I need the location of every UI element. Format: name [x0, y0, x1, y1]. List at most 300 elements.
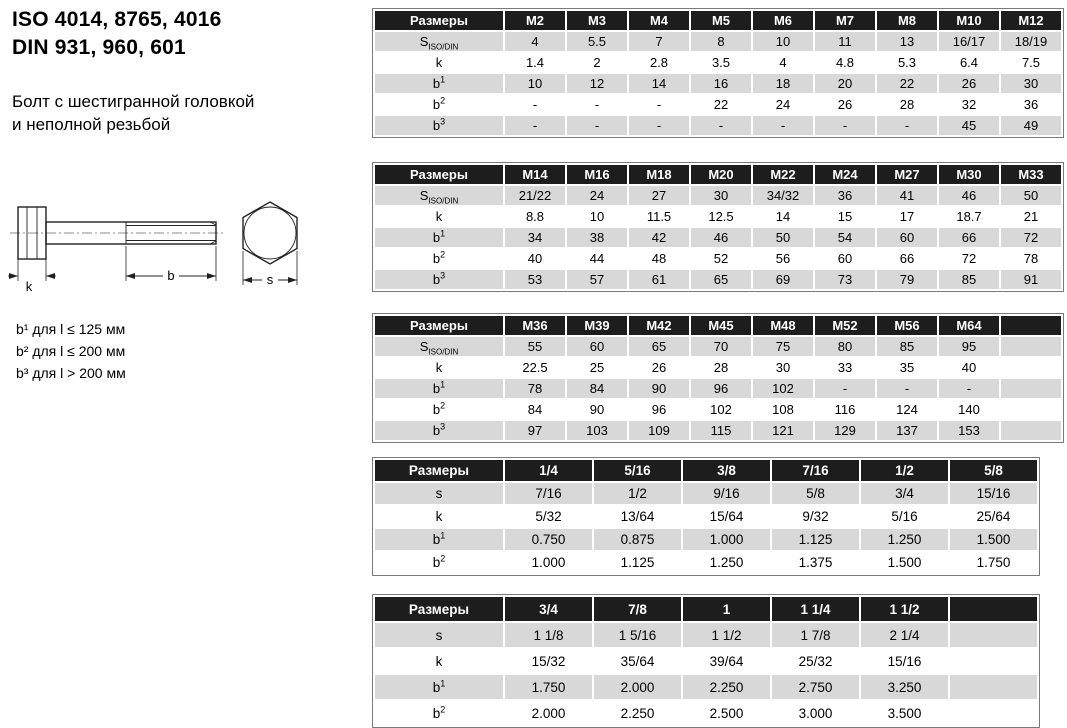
- value-cell: [1000, 336, 1062, 357]
- value-cell: 2.8: [628, 52, 690, 73]
- table-row: [374, 206, 1062, 227]
- value-cell: 7: [628, 31, 690, 52]
- row-label: k: [374, 648, 504, 674]
- row-label: s: [374, 482, 504, 505]
- value-cell: 15/16: [949, 482, 1038, 505]
- value-cell: 84: [566, 378, 628, 399]
- table-row: [374, 73, 1062, 94]
- column-header-size: 1 1/2: [860, 596, 949, 622]
- value-cell: 18.7: [938, 206, 1000, 227]
- table-row: [374, 482, 1038, 505]
- value-cell: 137: [876, 420, 938, 441]
- row-label: $S_{ISO/DIN}$: [374, 31, 504, 52]
- row-label: $b^1$: [374, 528, 504, 551]
- value-cell: 18: [752, 73, 814, 94]
- row-label: $S_{ISO/DIN}$: [374, 336, 504, 357]
- value-cell: 102: [690, 399, 752, 420]
- dim-label-b: b: [167, 268, 175, 283]
- column-header-size: [949, 596, 1038, 622]
- value-cell: 13: [876, 31, 938, 52]
- value-cell: 48: [628, 248, 690, 269]
- column-header-size: M24: [814, 164, 876, 185]
- dimension-table: [373, 458, 1039, 575]
- value-cell: -: [566, 115, 628, 136]
- value-cell: 55: [504, 336, 566, 357]
- value-cell: 65: [628, 336, 690, 357]
- value-cell: 7.5: [1000, 52, 1062, 73]
- value-cell: 44: [566, 248, 628, 269]
- value-cell: 75: [752, 336, 814, 357]
- value-cell: 4: [752, 52, 814, 73]
- table-row: [374, 115, 1062, 136]
- value-cell: 16: [690, 73, 752, 94]
- column-header-size: M10: [938, 10, 1000, 31]
- value-cell: 5.5: [566, 31, 628, 52]
- value-cell: 22: [690, 94, 752, 115]
- value-cell: 2.250: [682, 674, 771, 700]
- inscribed-circle: [244, 207, 296, 259]
- value-cell: [949, 648, 1038, 674]
- column-header-size: M30: [938, 164, 1000, 185]
- column-header-size: M48: [752, 315, 814, 336]
- value-cell: 1.250: [682, 551, 771, 574]
- column-header-size: M16: [566, 164, 628, 185]
- value-cell: 30: [690, 185, 752, 206]
- value-cell: 0.875: [593, 528, 682, 551]
- value-cell: 3.000: [771, 700, 860, 726]
- dim-label-s: s: [266, 272, 274, 287]
- bolt-side-view: [8, 207, 226, 281]
- value-cell: 8.8: [504, 206, 566, 227]
- dimension-table: [373, 595, 1039, 727]
- footnote-b1: b¹ для l ≤ 125 мм: [16, 321, 126, 337]
- value-cell: 2.000: [504, 700, 593, 726]
- column-header-size: 3/8: [682, 459, 771, 482]
- row-label: k: [374, 505, 504, 528]
- row-label: $b^1$: [374, 378, 504, 399]
- column-header-size: M64: [938, 315, 1000, 336]
- value-cell: 1.500: [949, 528, 1038, 551]
- value-cell: 27: [628, 185, 690, 206]
- value-cell: 17: [876, 206, 938, 227]
- value-cell: 140: [938, 399, 1000, 420]
- value-cell: 78: [1000, 248, 1062, 269]
- value-cell: 16/17: [938, 31, 1000, 52]
- value-cell: 9/32: [771, 505, 860, 528]
- row-label: s: [374, 622, 504, 648]
- dimension-table: [373, 314, 1063, 442]
- column-header-size: M14: [504, 164, 566, 185]
- value-cell: 1 5/16: [593, 622, 682, 648]
- value-cell: 2.750: [771, 674, 860, 700]
- column-header-size: [1000, 315, 1062, 336]
- column-header-size: 5/8: [949, 459, 1038, 482]
- column-header-size: M22: [752, 164, 814, 185]
- value-cell: 36: [1000, 94, 1062, 115]
- table-row: [374, 185, 1062, 206]
- value-cell: 42: [628, 227, 690, 248]
- table-metric-m36-m64: [372, 313, 1064, 443]
- value-cell: -: [628, 94, 690, 115]
- value-cell: 3/4: [860, 482, 949, 505]
- value-cell: -: [566, 94, 628, 115]
- footnote-b3: b³ для l > 200 мм: [16, 365, 126, 381]
- value-cell: 66: [876, 248, 938, 269]
- row-label: k: [374, 52, 504, 73]
- value-cell: 25/64: [949, 505, 1038, 528]
- value-cell: 3.500: [860, 700, 949, 726]
- column-header-size: M36: [504, 315, 566, 336]
- value-cell: 7/16: [504, 482, 593, 505]
- table-inch-small: [372, 457, 1040, 576]
- value-cell: 12: [566, 73, 628, 94]
- column-header-size: M33: [1000, 164, 1062, 185]
- row-label: $b^3$: [374, 115, 504, 136]
- value-cell: 85: [938, 269, 1000, 290]
- value-cell: 15/64: [682, 505, 771, 528]
- value-cell: -: [876, 115, 938, 136]
- row-label: k: [374, 357, 504, 378]
- value-cell: 14: [628, 73, 690, 94]
- value-cell: 6.4: [938, 52, 1000, 73]
- value-cell: 22: [876, 73, 938, 94]
- subtitle-line2: и неполной резьбой: [12, 115, 171, 135]
- value-cell: 3.250: [860, 674, 949, 700]
- value-cell: 15/32: [504, 648, 593, 674]
- row-label: $S_{ISO/DIN}$: [374, 185, 504, 206]
- footnote-b2: b² для l ≤ 200 мм: [16, 343, 126, 359]
- value-cell: [1000, 378, 1062, 399]
- value-cell: 1 1/2: [682, 622, 771, 648]
- row-label: $b^1$: [374, 227, 504, 248]
- value-cell: 22.5: [504, 357, 566, 378]
- value-cell: 14: [752, 206, 814, 227]
- table-row: [374, 378, 1062, 399]
- column-header-size: M45: [690, 315, 752, 336]
- value-cell: 28: [690, 357, 752, 378]
- column-header-size: M7: [814, 10, 876, 31]
- column-header-size: 5/16: [593, 459, 682, 482]
- row-label: $b^2$: [374, 248, 504, 269]
- value-cell: 41: [876, 185, 938, 206]
- value-cell: 50: [1000, 185, 1062, 206]
- column-header-size: M52: [814, 315, 876, 336]
- table-row: [374, 52, 1062, 73]
- row-label: $b^2$: [374, 700, 504, 726]
- value-cell: 65: [690, 269, 752, 290]
- value-cell: 1.750: [949, 551, 1038, 574]
- page-title: [12, 6, 222, 61]
- dimension-table: [373, 163, 1063, 291]
- row-label: k: [374, 206, 504, 227]
- value-cell: 54: [814, 227, 876, 248]
- value-cell: 33: [814, 357, 876, 378]
- value-cell: 1.000: [504, 551, 593, 574]
- value-cell: 2: [566, 52, 628, 73]
- value-cell: 49: [1000, 115, 1062, 136]
- value-cell: 10: [752, 31, 814, 52]
- column-header-sizes: Размеры: [374, 596, 504, 622]
- value-cell: -: [690, 115, 752, 136]
- value-cell: 30: [1000, 73, 1062, 94]
- value-cell: 5/8: [771, 482, 860, 505]
- value-cell: 30: [752, 357, 814, 378]
- value-cell: 1 1/8: [504, 622, 593, 648]
- value-cell: 96: [690, 378, 752, 399]
- column-header-sizes: Размеры: [374, 315, 504, 336]
- column-header-size: M20: [690, 164, 752, 185]
- value-cell: 60: [814, 248, 876, 269]
- value-cell: 8: [690, 31, 752, 52]
- value-cell: 1.125: [771, 528, 860, 551]
- value-cell: 4: [504, 31, 566, 52]
- value-cell: 0.750: [504, 528, 593, 551]
- column-header-size: 7/16: [771, 459, 860, 482]
- value-cell: 1.125: [593, 551, 682, 574]
- value-cell: 70: [690, 336, 752, 357]
- value-cell: [1000, 420, 1062, 441]
- table-row: [374, 31, 1062, 52]
- value-cell: 9/16: [682, 482, 771, 505]
- value-cell: -: [752, 115, 814, 136]
- value-cell: 2.250: [593, 700, 682, 726]
- value-cell: 5/32: [504, 505, 593, 528]
- value-cell: 5.3: [876, 52, 938, 73]
- value-cell: 21: [1000, 206, 1062, 227]
- row-label: $b^2$: [374, 94, 504, 115]
- value-cell: 69: [752, 269, 814, 290]
- value-cell: 10: [504, 73, 566, 94]
- table-row: [374, 528, 1038, 551]
- column-header-size: M56: [876, 315, 938, 336]
- value-cell: 46: [690, 227, 752, 248]
- value-cell: 40: [938, 357, 1000, 378]
- value-cell: [1000, 357, 1062, 378]
- value-cell: -: [876, 378, 938, 399]
- column-header-size: 1: [682, 596, 771, 622]
- dimension-tables: [372, 8, 1064, 728]
- value-cell: 124: [876, 399, 938, 420]
- value-cell: 18/19: [1000, 31, 1062, 52]
- hexagon-outline: [243, 202, 297, 264]
- value-cell: 57: [566, 269, 628, 290]
- table-row: [374, 399, 1062, 420]
- value-cell: [949, 622, 1038, 648]
- table-row: [374, 622, 1038, 648]
- value-cell: 72: [1000, 227, 1062, 248]
- value-cell: 53: [504, 269, 566, 290]
- table-row: [374, 357, 1062, 378]
- value-cell: 90: [628, 378, 690, 399]
- value-cell: -: [938, 378, 1000, 399]
- column-header-size: M27: [876, 164, 938, 185]
- value-cell: [1000, 399, 1062, 420]
- value-cell: 78: [504, 378, 566, 399]
- value-cell: 108: [752, 399, 814, 420]
- value-cell: 20: [814, 73, 876, 94]
- table-row: [374, 336, 1062, 357]
- value-cell: -: [814, 378, 876, 399]
- value-cell: 79: [876, 269, 938, 290]
- value-cell: [949, 674, 1038, 700]
- value-cell: -: [814, 115, 876, 136]
- table-row: [374, 94, 1062, 115]
- column-header-size: M39: [566, 315, 628, 336]
- value-cell: 52: [690, 248, 752, 269]
- column-header-sizes: Размеры: [374, 459, 504, 482]
- value-cell: 2 1/4: [860, 622, 949, 648]
- value-cell: 102: [752, 378, 814, 399]
- value-cell: 26: [628, 357, 690, 378]
- value-cell: 38: [566, 227, 628, 248]
- value-cell: 34/32: [752, 185, 814, 206]
- value-cell: 11: [814, 31, 876, 52]
- table-row: [374, 248, 1062, 269]
- value-cell: 25/32: [771, 648, 860, 674]
- value-cell: 1.250: [860, 528, 949, 551]
- value-cell: 153: [938, 420, 1000, 441]
- value-cell: 66: [938, 227, 1000, 248]
- column-header-size: M12: [1000, 10, 1062, 31]
- row-label: $b^2$: [374, 551, 504, 574]
- table-row: [374, 551, 1038, 574]
- table-metric-m2-m12: [372, 8, 1064, 138]
- column-header-size: M5: [690, 10, 752, 31]
- value-cell: 73: [814, 269, 876, 290]
- column-header-size: M8: [876, 10, 938, 31]
- value-cell: 115: [690, 420, 752, 441]
- table-row: [374, 700, 1038, 726]
- table-row: [374, 269, 1062, 290]
- footnotes: [16, 318, 126, 384]
- value-cell: 13/64: [593, 505, 682, 528]
- value-cell: 80: [814, 336, 876, 357]
- dim-label-k: k: [25, 279, 33, 294]
- value-cell: 10: [566, 206, 628, 227]
- table-row: [374, 648, 1038, 674]
- column-header-size: M18: [628, 164, 690, 185]
- value-cell: 50: [752, 227, 814, 248]
- value-cell: 46: [938, 185, 1000, 206]
- column-header-size: M6: [752, 10, 814, 31]
- value-cell: 84: [504, 399, 566, 420]
- value-cell: 97: [504, 420, 566, 441]
- column-header-size: 7/8: [593, 596, 682, 622]
- dimension-table: [373, 9, 1063, 137]
- value-cell: 34: [504, 227, 566, 248]
- title-iso-standards: ISO 4014, 8765, 4016: [12, 8, 222, 31]
- value-cell: 1 7/8: [771, 622, 860, 648]
- value-cell: 91: [1000, 269, 1062, 290]
- value-cell: 129: [814, 420, 876, 441]
- value-cell: 36: [814, 185, 876, 206]
- row-label: $b^1$: [374, 73, 504, 94]
- column-header-size: 1/4: [504, 459, 593, 482]
- table-inch-large: [372, 594, 1040, 728]
- value-cell: 40: [504, 248, 566, 269]
- value-cell: 90: [566, 399, 628, 420]
- column-header-size: M4: [628, 10, 690, 31]
- value-cell: 1/2: [593, 482, 682, 505]
- value-cell: 24: [752, 94, 814, 115]
- value-cell: 1.000: [682, 528, 771, 551]
- value-cell: 72: [938, 248, 1000, 269]
- column-header-size: 3/4: [504, 596, 593, 622]
- value-cell: 60: [876, 227, 938, 248]
- value-cell: 25: [566, 357, 628, 378]
- row-label: $b^3$: [374, 420, 504, 441]
- value-cell: 21/22: [504, 185, 566, 206]
- value-cell: 3.5: [690, 52, 752, 73]
- subtitle-line1: Болт с шестигранной головкой: [12, 92, 255, 111]
- value-cell: -: [504, 115, 566, 136]
- value-cell: 2.000: [593, 674, 682, 700]
- value-cell: 45: [938, 115, 1000, 136]
- value-cell: 12.5: [690, 206, 752, 227]
- row-label: $b^2$: [374, 399, 504, 420]
- value-cell: -: [504, 94, 566, 115]
- column-header-size: M42: [628, 315, 690, 336]
- value-cell: 109: [628, 420, 690, 441]
- value-cell: 1.750: [504, 674, 593, 700]
- value-cell: 1.4: [504, 52, 566, 73]
- column-header-size: 1/2: [860, 459, 949, 482]
- value-cell: 85: [876, 336, 938, 357]
- table-row: [374, 420, 1062, 441]
- row-label: $b^1$: [374, 674, 504, 700]
- column-header-size: M2: [504, 10, 566, 31]
- value-cell: 56: [752, 248, 814, 269]
- page-subtitle: [12, 90, 254, 137]
- value-cell: 116: [814, 399, 876, 420]
- value-cell: 103: [566, 420, 628, 441]
- row-label: $b^3$: [374, 269, 504, 290]
- value-cell: 26: [938, 73, 1000, 94]
- value-cell: 4.8: [814, 52, 876, 73]
- table-metric-m14-m33: [372, 162, 1064, 292]
- value-cell: 1.375: [771, 551, 860, 574]
- value-cell: 121: [752, 420, 814, 441]
- title-din-standards: DIN 931, 960, 601: [12, 35, 186, 59]
- value-cell: 95: [938, 336, 1000, 357]
- value-cell: 35: [876, 357, 938, 378]
- value-cell: 35/64: [593, 648, 682, 674]
- value-cell: 11.5: [628, 206, 690, 227]
- value-cell: -: [628, 115, 690, 136]
- value-cell: 26: [814, 94, 876, 115]
- column-header-sizes: Размеры: [374, 10, 504, 31]
- table-row: [374, 505, 1038, 528]
- value-cell: 15: [814, 206, 876, 227]
- column-header-size: M3: [566, 10, 628, 31]
- value-cell: 96: [628, 399, 690, 420]
- value-cell: 61: [628, 269, 690, 290]
- value-cell: 60: [566, 336, 628, 357]
- value-cell: [949, 700, 1038, 726]
- column-header-sizes: Размеры: [374, 164, 504, 185]
- value-cell: 5/16: [860, 505, 949, 528]
- column-header-size: 1 1/4: [771, 596, 860, 622]
- value-cell: 32: [938, 94, 1000, 115]
- value-cell: 39/64: [682, 648, 771, 674]
- value-cell: 24: [566, 185, 628, 206]
- value-cell: 15/16: [860, 648, 949, 674]
- value-cell: 2.500: [682, 700, 771, 726]
- value-cell: 28: [876, 94, 938, 115]
- table-row: [374, 227, 1062, 248]
- bolt-technical-drawing: [8, 188, 320, 303]
- value-cell: 1.500: [860, 551, 949, 574]
